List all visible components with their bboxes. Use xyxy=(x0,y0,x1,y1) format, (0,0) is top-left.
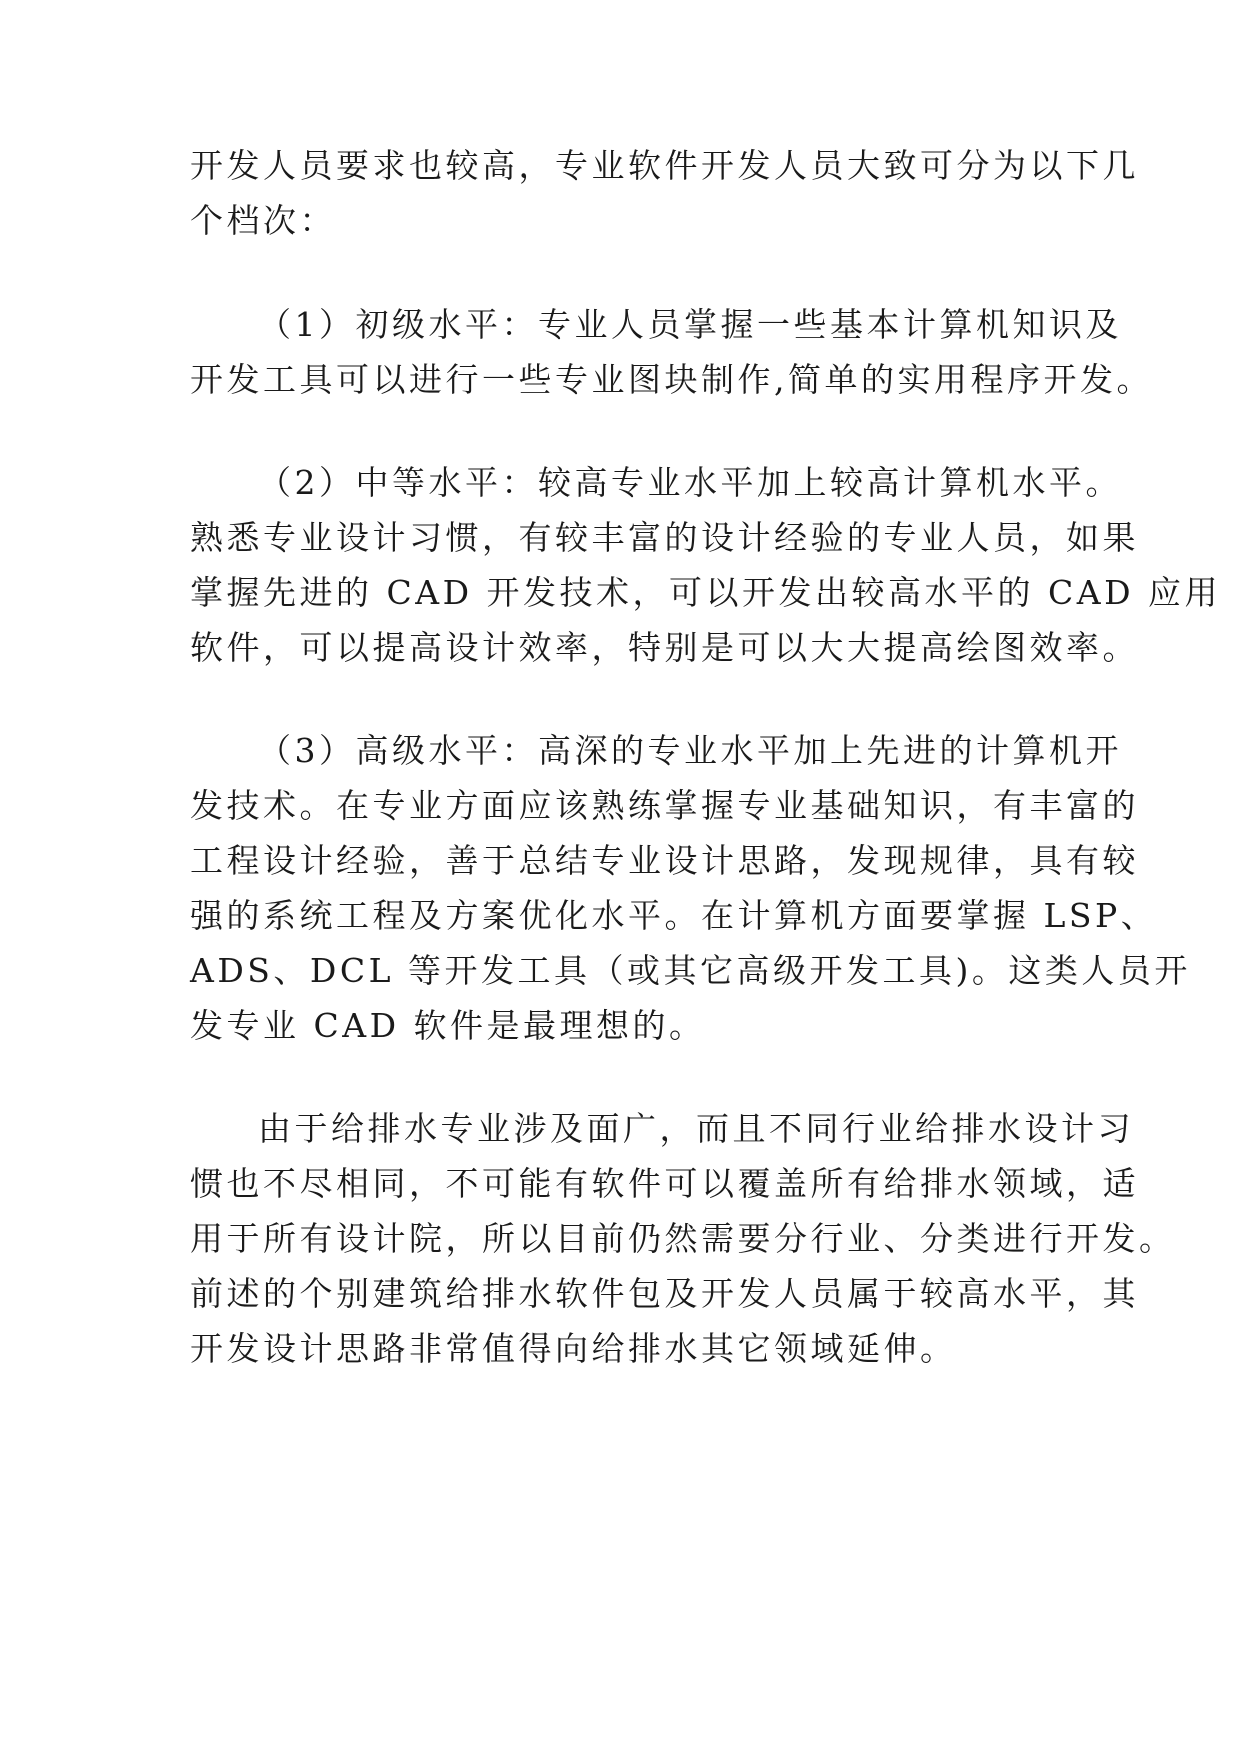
para3-line4: 软件，可以提高设计效率，特别是可以大大提高绘图效率。 xyxy=(190,628,1139,667)
para5-line1: 由于给排水专业涉及面广，而且不同行业给排水设计习 xyxy=(258,1109,1134,1148)
para4-line1: （3）高级水平：高深的专业水平加上先进的计算机开 xyxy=(258,731,1122,770)
para3-line3: 掌握先进的 CAD 开发技术，可以开发出较高水平的 CAD 应用 xyxy=(190,573,1222,612)
para3-line1: （2）中等水平：较高专业水平加上较高计算机水平。 xyxy=(258,463,1122,502)
para3-line2: 熟悉专业设计习惯，有较丰富的设计经验的专业人员，如果 xyxy=(190,518,1139,557)
para5-line4: 前述的个别建筑给排水软件包及开发人员属于较高水平，其 xyxy=(190,1274,1139,1313)
para4-line6: 发专业 CAD 软件是最理想的。 xyxy=(190,1006,706,1045)
para5-line5: 开发设计思路非常值得向给排水其它领域延伸。 xyxy=(190,1329,957,1368)
para5-line2: 惯也不尽相同，不可能有软件可以覆盖所有给排水领域，适 xyxy=(190,1164,1139,1203)
para5-line3: 用于所有设计院，所以目前仍然需要分行业、分类进行开发。 xyxy=(190,1219,1176,1258)
para1-line2: 个档次： xyxy=(190,201,336,240)
para4-line3: 工程设计经验，善于总结专业设计思路，发现规律，具有较 xyxy=(190,841,1139,880)
para1-line1: 开发人员要求也较高，专业软件开发人员大致可分为以下几 xyxy=(190,146,1139,185)
para2-line1: （1）初级水平：专业人员掌握一些基本计算机知识及 xyxy=(258,305,1122,344)
para2-line2: 开发工具可以进行一些专业图块制作,简单的实用程序开发。 xyxy=(190,360,1153,399)
para4-line2: 发技术。在专业方面应该熟练掌握专业基础知识，有丰富的 xyxy=(190,786,1139,825)
para4-line4: 强的系统工程及方案优化水平。在计算机方面要掌握 LSP、 xyxy=(190,896,1158,935)
para4-line5: ADS、DCL 等开发工具（或其它高级开发工具)。这类人员开 xyxy=(190,951,1191,990)
